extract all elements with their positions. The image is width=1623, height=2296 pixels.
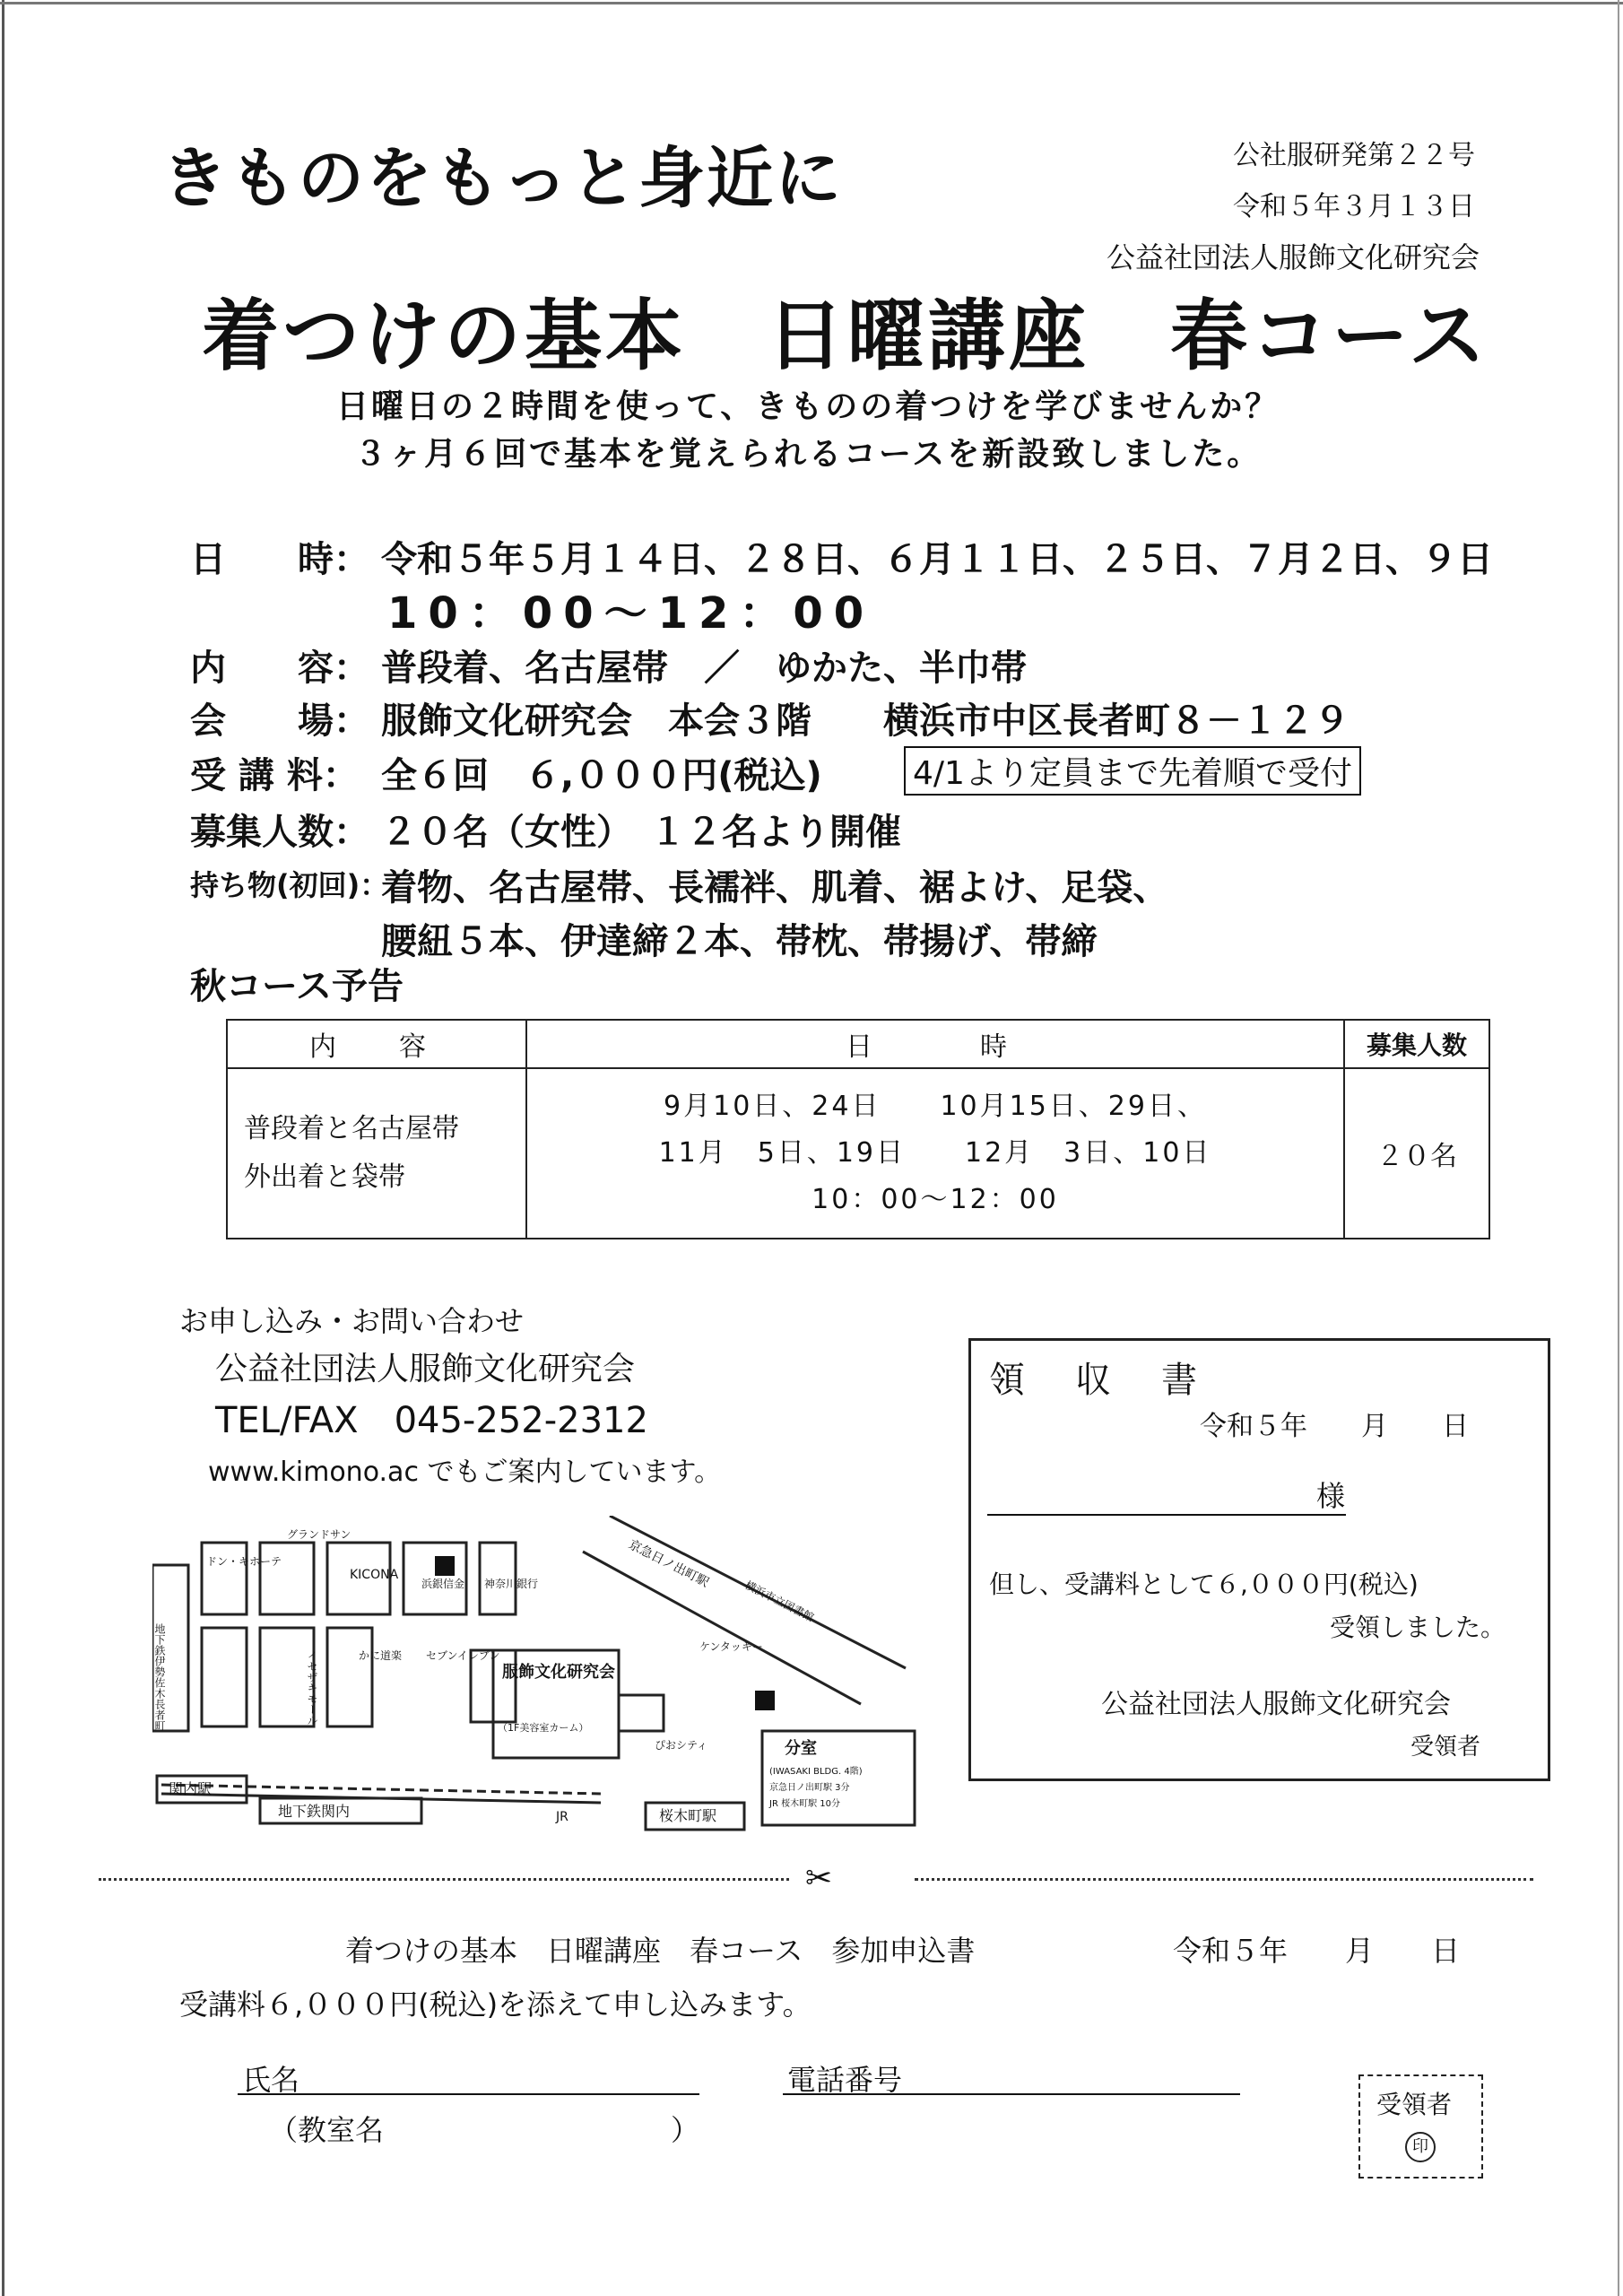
receipt-note-line-2: 受領しました。: [1330, 1613, 1506, 1642]
document-number: 公社服研発第２２号: [1233, 140, 1475, 171]
autumn-dates-line-1: 9月10日、24日 10月15日、29日、: [664, 1091, 1207, 1122]
capacity-value: ２０名（女性） １２名より開催: [381, 812, 901, 853]
receipt-receiver: 受領者: [1410, 1734, 1481, 1761]
autumn-course-table: [226, 1019, 1490, 1239]
map-label-annex-building: (IWASAKI BLDG. 4階): [769, 1767, 863, 1777]
annex-marker: [755, 1691, 775, 1710]
fee-label: 受 講 料：: [190, 755, 359, 796]
table-header-capacity: 募集人数: [1344, 1020, 1489, 1068]
datetime-value: 令和５年５月１４日、２８日、６月１１日、２５日、７月２日、９日: [381, 539, 1493, 580]
name-label: 氏名: [242, 2063, 300, 2097]
map-label-annex-access-2: JR 桜木町駅 10分: [769, 1799, 840, 1809]
autumn-capacity-cell: ２０名: [1344, 1068, 1489, 1239]
venue-value: 服飾文化研究会 本会３階 横浜市中区長者町８－１２９: [381, 700, 1350, 742]
content-value: 普段着、名古屋帯 ／ ゆかた、半巾帯: [381, 648, 1027, 689]
map-label-kannai: 関内駅: [169, 1780, 213, 1797]
stamp-mark-icon: 印: [1405, 2132, 1436, 2162]
datetime-label: 日 時：: [190, 539, 369, 580]
receipt-note-line-1: 但し、受講料として６,０００円(税込): [989, 1570, 1419, 1599]
map-label-kani: かに道楽: [359, 1649, 403, 1662]
application-title: 着つけの基本 日曜講座 春コース 参加申込書: [345, 1934, 976, 1968]
application-date: 令和５年 月 日: [1173, 1934, 1461, 1968]
content-label: 内 容：: [190, 648, 369, 689]
main-venue-marker: [435, 1556, 455, 1576]
map-label-main-venue-note: （1F美容室カーム）: [498, 1722, 589, 1734]
map-label-pio-city: ぴおシティ: [655, 1739, 708, 1752]
access-map: [152, 1516, 959, 1857]
items-value-line-1: 着物、名古屋帯、長襦袢、肌着、裾よけ、足袋、: [381, 867, 1169, 909]
items-value-line-2: 腰紐５本、伊達締２本、帯枕、帯揚げ、帯締: [381, 921, 1098, 962]
map-label-subway-kannai: 地下鉄関内: [278, 1803, 351, 1820]
capacity-label: 募集人数：: [190, 812, 369, 853]
contact-heading: お申し込み・お問い合わせ: [179, 1304, 525, 1338]
map-label-sakuragicho: 桜木町駅: [659, 1807, 717, 1824]
autumn-dates-cell: [526, 1068, 1344, 1239]
classroom-field[interactable]: （教室名 ）: [269, 2113, 700, 2147]
stamp-box: [1358, 2074, 1483, 2179]
map-label-kicona: KICONA: [350, 1568, 399, 1582]
map-label-isezaki-mall: イセザキモール: [306, 1650, 318, 1726]
lead-line-2: ３ヶ月６回で基本を覚えられるコースを新設致しました。: [354, 436, 1263, 473]
time-value: 10：00～12：00: [387, 588, 875, 639]
catch-title: きものをもっと身近に: [161, 140, 843, 217]
map-label-don-quijote: ドン・キホーテ: [206, 1555, 282, 1568]
phone-label: 電話番号: [787, 2063, 903, 2097]
map-label-jr: JR: [556, 1810, 568, 1824]
website-link[interactable]: www.kimono.ac でもご案内しています。: [208, 1457, 722, 1488]
venue-label: 会 場：: [190, 700, 369, 742]
contact-phone: TEL/FAX 045-252-2312: [215, 1400, 648, 1441]
map-label-annex: 分室: [785, 1739, 817, 1758]
page-edge-left: [2, 0, 4, 2296]
name-field[interactable]: [238, 2093, 699, 2095]
table-row: [227, 1068, 1489, 1239]
contact-website[interactable]: [208, 1449, 721, 1489]
receipt-title: 領 収 書: [989, 1360, 1204, 1401]
autumn-dates-line-2: 11月 5日、19日 12月 3日、10日: [658, 1137, 1212, 1169]
stamp-label: 受領者: [1376, 2090, 1453, 2119]
scissors-icon: ✂: [805, 1860, 833, 1897]
contact-organization: 公益社団法人服飾文化研究会: [215, 1351, 636, 1387]
autumn-dates-line-3: 10：00～12：00: [812, 1184, 1059, 1215]
map-label-keikyu: 京急日ノ出町駅: [626, 1537, 711, 1591]
receipt-addressee-line: [987, 1514, 1346, 1516]
cut-line-left: [99, 1878, 789, 1881]
map-label-kanagawa-bank: 神奈川銀行: [484, 1578, 539, 1590]
page-edge-right: [1618, 0, 1619, 2296]
autumn-content-line-2: 外出着と袋帯: [244, 1161, 405, 1193]
receipt-box: [968, 1338, 1550, 1781]
fee-note-box: 4/1より定員まで先着順で受付: [904, 746, 1361, 796]
map-label-annex-access-1: 京急日ノ出町駅 3分: [769, 1783, 850, 1793]
map-label-grand-sun: グランドサン: [287, 1528, 352, 1541]
receipt-organization: 公益社団法人服飾文化研究会: [1101, 1689, 1451, 1720]
receipt-date: 令和５年 月 日: [1200, 1411, 1469, 1442]
cut-line-right: [915, 1878, 1533, 1881]
table-header-datetime: 日 時: [526, 1020, 1344, 1068]
fee-value: 全６回 ６,０００円(税込): [381, 755, 822, 796]
map-label-main-venue: 服飾文化研究会: [502, 1663, 615, 1682]
receipt-addressee-suffix: 様: [1316, 1479, 1346, 1513]
table-header-row: [227, 1020, 1489, 1068]
header-organization: 公益社団法人服飾文化研究会: [1106, 240, 1480, 274]
autumn-content-line-1: 普段着と名古屋帯: [244, 1113, 459, 1144]
autumn-content-cell: [227, 1068, 526, 1239]
map-label-library: 横浜市立図書館: [742, 1578, 816, 1624]
issue-date: 令和５年３月１３日: [1233, 191, 1475, 222]
lead-line-1: 日曜日の２時間を使って、きものの着つけを学びませんか？: [336, 388, 1280, 425]
map-label-hamashin: 浜銀信金: [421, 1578, 465, 1590]
autumn-heading: 秋コース予告: [190, 966, 404, 1007]
map-label-seven-eleven: セブンイレブン: [426, 1649, 500, 1662]
map-label-subway-ise: 地下鉄伊勢佐木長者町: [153, 1623, 166, 1731]
phone-field[interactable]: [783, 2093, 1240, 2095]
table-header-content: 内 容: [227, 1020, 526, 1068]
course-title: 着つけの基本 日曜講座 春コース: [202, 291, 1489, 381]
map-label-kentucky: ケンタッキー: [699, 1640, 763, 1653]
application-statement: 受講料６,０００円(税込)を添えて申し込みます。: [179, 1987, 812, 2022]
page-edge-top: [0, 2, 1623, 4]
items-label: 持ち物(初回)：: [190, 868, 389, 902]
